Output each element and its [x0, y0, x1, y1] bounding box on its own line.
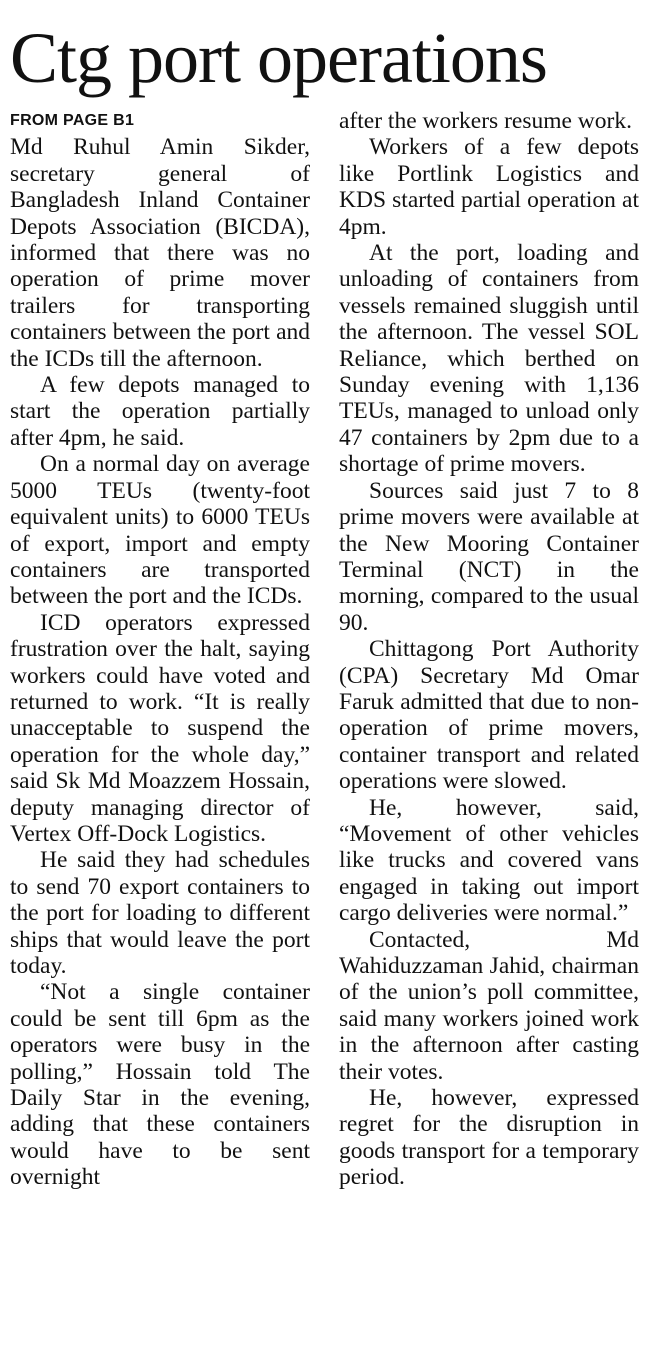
- paragraph: He, however, expressed regret for the disruption in goods transport for a temporary period.: [339, 1085, 639, 1191]
- article-column-left: [10, 108, 310, 1191]
- article-column-right: [339, 108, 639, 1191]
- kicker-from-page: FROM PAGE B1: [10, 112, 135, 129]
- paragraph: Md Ruhul Amin Sikder, secretary general of Bangladesh Inland Container Depots Association (BICDA), informed that there was no operation of prime mover trailers for transporting containers between the port and the ICDs till the afternoon.: [10, 134, 310, 372]
- paragraph: He said they had schedules to send 70 export containers to the port for loading to different ships that would leave the port today.: [10, 847, 310, 979]
- paragraph: Sources said just 7 to 8 prime movers were available at the New Mooring Container Terminal (NCT) in the morning, compared to the usual 90.: [339, 477, 639, 636]
- paragraph: Contacted, Md Wahiduzzaman Jahid, chairman of the union’s poll committee, said many workers joined work in the afternoon after casting their votes.: [339, 926, 639, 1085]
- headline: Ctg port operations: [10, 18, 547, 98]
- paragraph: Workers of a few depots like Portlink Logistics and KDS started partial operation at 4pm.: [339, 134, 639, 240]
- paragraph: At the port, loading and unloading of containers from vessels remained sluggish until the afternoon. The vessel SOL Reliance, which berthed on Sunday evening with 1,136 TEUs, managed to unload only 47 containers by 2pm due to a shortage of prime movers.: [339, 240, 639, 478]
- paragraph: “Not a single container could be sent till 6pm as the operators were busy in the polling,” Hossain told The Daily Star in the evening, adding that these containers would have to be sent overnight: [10, 979, 310, 1191]
- paragraph: On a normal day on average 5000 TEUs (twenty-foot equivalent units) to 6000 TEUs of export, import and empty containers are transported between the port and the ICDs.: [10, 451, 310, 610]
- paragraph: Chittagong Port Authority (CPA) Secretary Md Omar Faruk admitted that due to non-operation of prime movers, container transport and related operations were slowed.: [339, 636, 639, 795]
- paragraph: He, however, said, “Movement of other vehicles like trucks and covered vans engaged in taking out import cargo deliveries were normal.”: [339, 794, 639, 927]
- paragraph-continued: after the workers resume work.: [339, 108, 632, 134]
- paragraph: A few depots managed to start the operation partially after 4pm, he said.: [10, 372, 310, 451]
- paragraph: ICD operators expressed frustration over the halt, saying workers could have voted and returned to work. “It is really unacceptable to suspend the operation for the whole day,” said Sk Md Moazzem Hossain, deputy managing director of Vertex Off-Dock Logistics.: [10, 609, 310, 847]
